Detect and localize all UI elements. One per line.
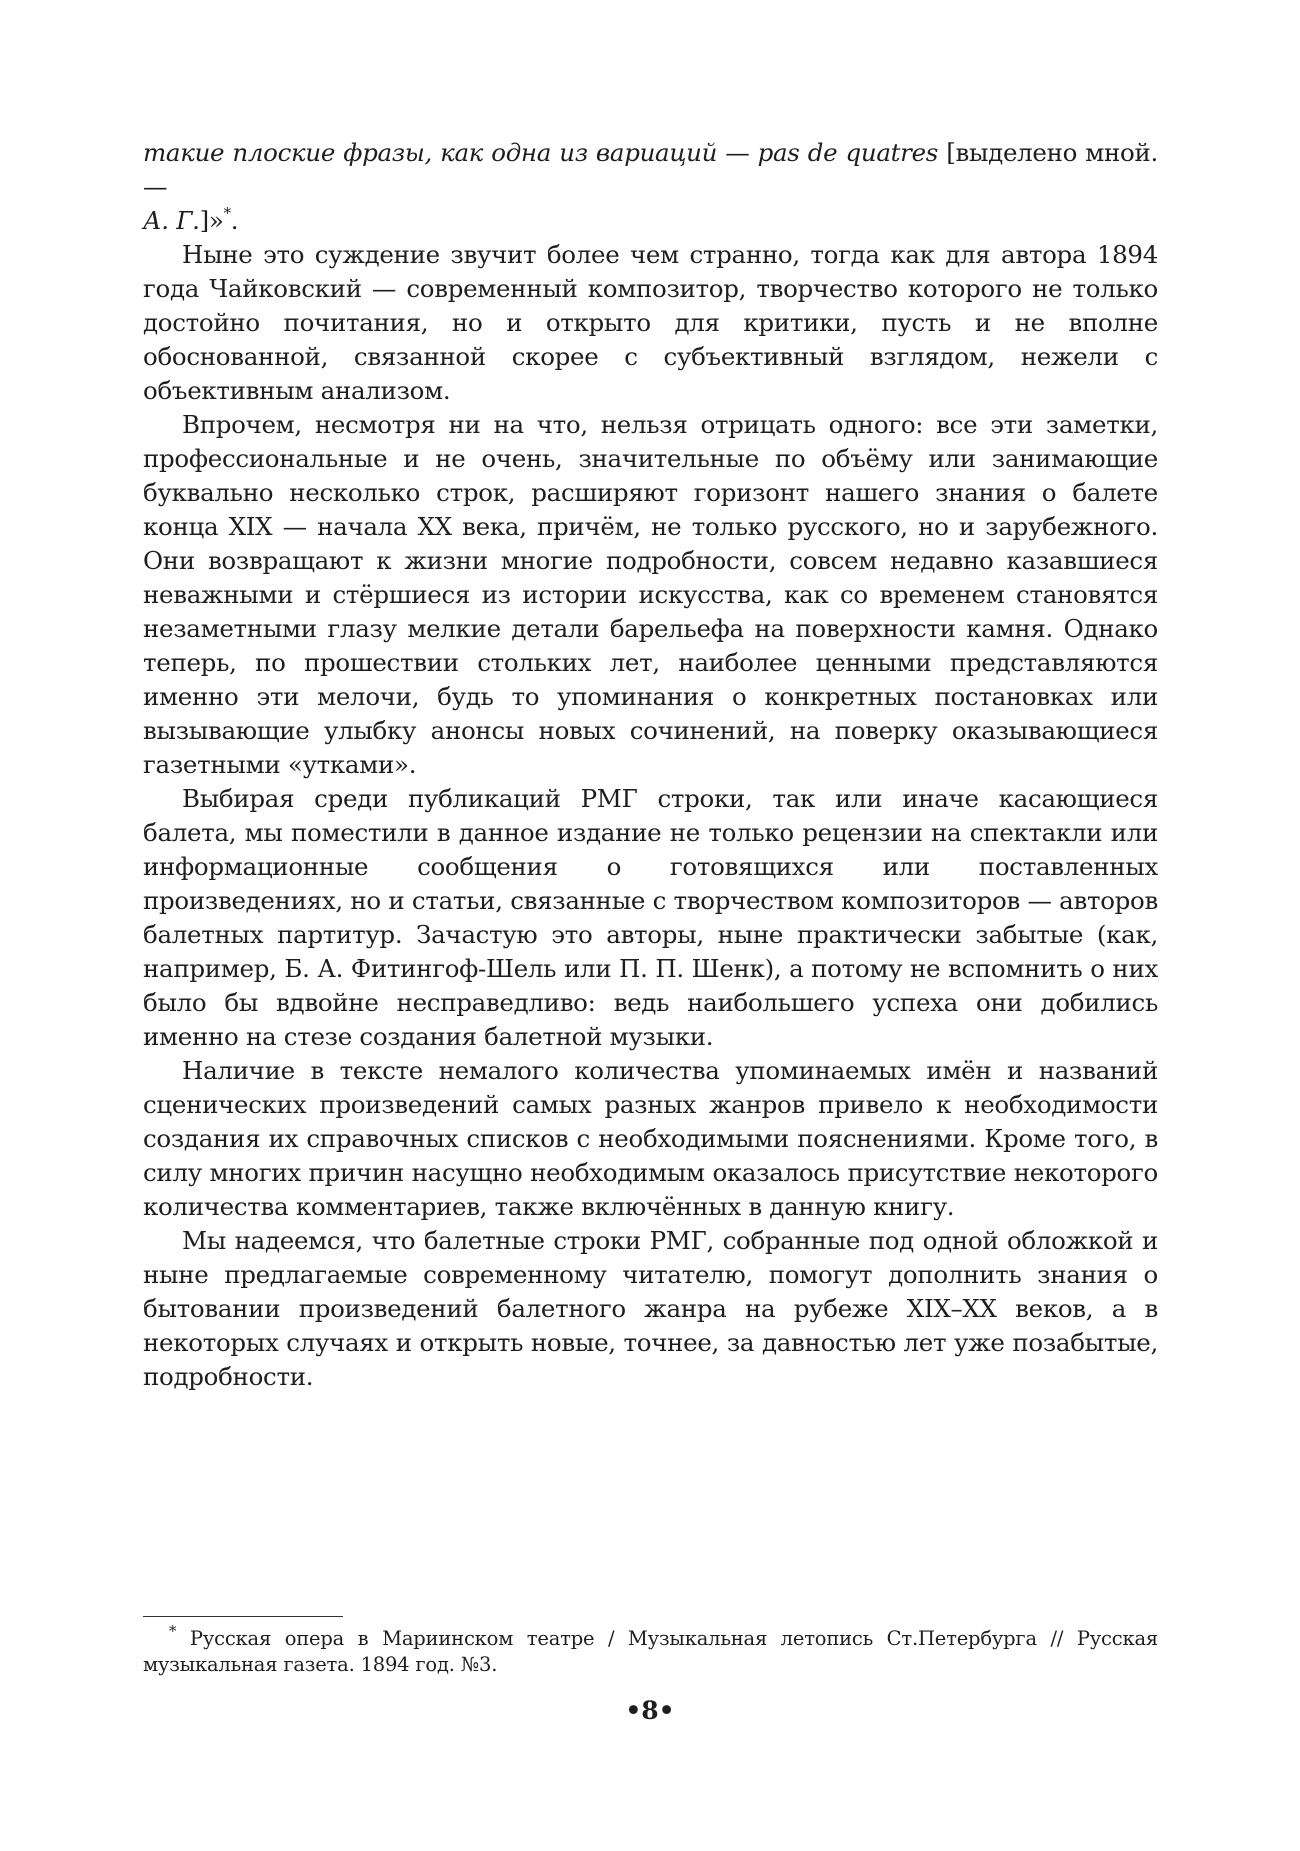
footnote-text (143, 1621, 1158, 1678)
paragraph-3: Впрочем, несмотря ни на что, нельзя отрицать одного: все эти заметки, профессиональные и не очень, значительные по объёму или занимающие буквально несколько строк, расширяют горизонт нашего знания о балете конца XIX — начала XX века, причём, не только русского, но и зарубежного. Они возвращают к жизни многие подробности, совсем недавно казавшиеся неважными и стёршиеся из истории искусства, как со временем становятся незаметными глазу мелкие детали барельефа на поверхности камня. Однако теперь, по прошествии стольких лет, наиболее ценными представляются именно эти мелочи, будь то упоминания о конкретных постановках или вызывающие улыбку анонсы новых сочинений, на поверку оказывающиеся газетными «утками». (143, 410, 1158, 779)
author-initials: А. Г. (143, 206, 200, 235)
footnote-citation: Русская опера в Мариинском театре / Музыкальная летопись Ст.Петербурга // Русская музыкальная газета. 1894 год. №3. (143, 1627, 1158, 1676)
sentence-end: . (230, 206, 239, 235)
quote-close: ]» (199, 206, 224, 235)
paragraph-6: Мы надеемся, что балетные строки РМГ, собранные под одной обложкой и ныне предлагаемые современному читателю, помогут дополнить знания о бытовании произведений балетного жанра на рубеже XIX–XX веков, а в некоторых случаях и открыть новые, точнее, за давностью лет уже позабытые, подробности. (143, 1226, 1158, 1391)
editorial-bracket: [выделено мной. — (143, 138, 1158, 201)
page-number: •8• (625, 1696, 675, 1725)
paragraph-2: Ныне это суждение звучит более чем странно, тогда как для автора 1894 года Чайковский — современный композитор, творчество которого не только достойно почитания, но и открыто для критики, пусть и не вполне обоснованной, связанной скорее с субъективный взглядом, нежели с объективным анализом. (143, 240, 1158, 405)
footnote-reference-mark: * (223, 203, 231, 222)
footnote (143, 1621, 1158, 1678)
footnote-divider (143, 1616, 343, 1617)
paragraph-5: Наличие в тексте немалого количества упоминаемых имён и названий сценических произведений самых разных жанров привело к необходимости создания их справочных списков с необходимыми пояснениями. Кроме того, в силу многих причин насущно необходимым оказалось присутствие некоторого количества комментариев, также включённых в данную книгу. (143, 1056, 1158, 1221)
italic-quote: такие плоские фразы, как одна из вариаций — pas de quatres (143, 138, 939, 167)
footnote-mark: * (169, 1621, 177, 1640)
paragraph-4: Выбирая среди публикаций РМГ строки, так или иначе касающиеся балета, мы поместили в данное издание не только рецензии на спектакли или информационные сообщения о готовящихся или поставленных произведениях, но и статьи, связанные с творчеством композиторов — авторов балетных партитур. Зачастую это авторы, ныне практически забытые (как, например, Б. А. Фитингоф-Шель или П. П. Шенк), а потому не вспомнить о них было бы вдвойне несправедливо: ведь наибольшего успеха они добились именно на стезе создания балетной музыки. (143, 784, 1158, 1051)
main-text (143, 136, 1158, 1394)
paragraph-quote-ending (143, 136, 1158, 238)
